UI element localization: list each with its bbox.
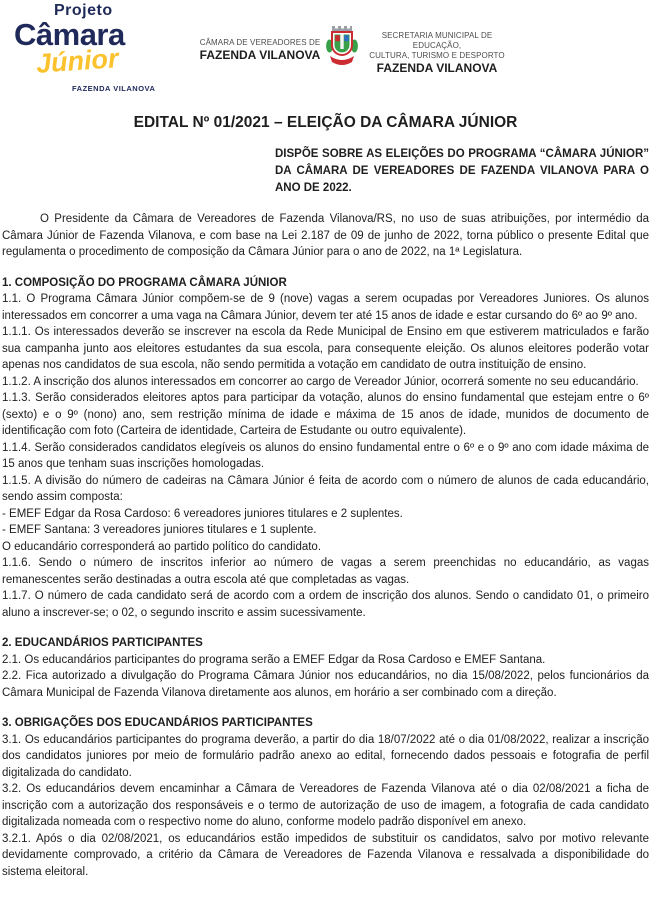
paragraph: 1.1.5. A divisão do número de cadeiras na Câmara Júnior é feita de acordo com o número de alunos de cada educandário, sendo assim composta: <box>2 474 649 503</box>
projeto-camara-junior-logo <box>14 2 192 102</box>
paragraph: 3.2.1. Após o dia 02/08/2021, os educandários estão impedidos de substituir os candidatos, salvo por motivo relevante devidamente comprovado, a critério da Câmara de Vereadores de Fazenda Vilanova e ressalvada a disponibilidade do sistema eleitoral. <box>2 832 649 878</box>
logo-text-projeto: Projeto <box>54 2 113 19</box>
secretaria-city: FAZENDA VILANOVA <box>376 61 498 75</box>
paragraph: 3.2. Os educandários devem encaminhar a Câmara de Vereadores de Fazenda Vilanova até o dia 02/08/2021 a ficha de inscrição com a autorização dos responsáveis e o termo de autorização de uso de imagem, a fotografia de cada candidato digitalizada nomeada com o respectivo nome do aluno, conforme modelo padrão disponível em anexo. <box>2 783 649 828</box>
secretaria-block <box>362 31 512 75</box>
logo-text-junior: Júnior <box>35 43 120 79</box>
section-paragraphs <box>2 291 649 621</box>
paragraph: 1.1.4. Serão considerados candidatos elegíveis os alunos do ensino fundamental entre o 6º e o 9º ano com idade máxima de 15 anos que tenham suas inscrições homologadas. <box>2 441 649 470</box>
municipal-coat-of-arms-icon <box>325 24 359 66</box>
paragraph: 1.1.7. O número de cada candidato será de acordo com a ordem de inscrição dos alunos. Sendo o candidato 01, o primeiro aluno a inscrever-se; o 02, o segundo inscrito e assim sucessivamente. <box>2 590 649 619</box>
camara-vereadores-block <box>198 38 322 62</box>
document-section <box>2 635 649 701</box>
paragraph: 3.1. Os educandários participantes do programa deverão, a partir do dia 18/07/2022 até o dia 01/08/2022, realizar a inscrição dos candidatos juniores por meio de formulário padrão anexo ao edital, fornecendo dados pessoais e fotografia de perfil digitalizada do candidato. <box>2 733 649 779</box>
document-body <box>2 114 649 880</box>
section-heading: 2. EDUCANDÁRIOS PARTICIPANTES <box>2 637 203 649</box>
logo-text-city: FAZENDA VILANOVA <box>72 84 156 93</box>
document-subject-clause: DISPÕE SOBRE AS ELEIÇÕES DO PROGRAMA “CÂMARA JÚNIOR” DA CÂMARA DE VEREADORES DE FAZENDA VILANOVA PARA O ANO DE 2022. <box>275 148 649 194</box>
paragraph: 2.2. Fica autorizado a divulgação do Programa Câmara Júnior nos educandários, no dia 15/08/2022, pelos funcionários da Câmara Municipal de Fazenda Vilanova diretamente aos alunos, em horário a ser combinado com a direção. <box>2 670 649 699</box>
document-preamble: O Presidente da Câmara de Vereadores de Fazenda Vilanova/RS, no uso de suas atribuições, por intermédio da Câmara Júnior de Fazenda Vilanova, e com base na Lei 2.187 de 09 de junho de 2022, torna público o presente Edital que regulamenta o procedimento de composição da Câmara Júnior para o ano de 2022, na 1ª Legislatura. <box>2 213 649 258</box>
section-heading: 3. OBRIGAÇÕES DOS EDUCANDÁRIOS PARTICIPANTES <box>2 717 313 729</box>
document-section <box>2 275 649 622</box>
paragraph: 2.1. Os educandários participantes do programa serão a EMEF Edgar da Rosa Cardoso e EMEF Santana. <box>2 653 546 666</box>
paragraph: 1.1.3. Serão considerados eleitores aptos para participar da votação, alunos do ensino fundamental que estejam entre o 6º (sexto) e o 9º (nono) ano, sem restrição mínima de idade e máxima de 15 anos de idade, munidos de documento de identificação com foto (Carteira de identidade, Carteira de Estudante ou outro equivalente). <box>2 392 649 437</box>
paragraph: 1.1.6. Sendo o número de inscritos inferior ao número de vagas a serem preenchidas no educandário, as vagas remanescentes serão destinadas a outra escola até que completadas as vagas. <box>2 557 649 586</box>
section-paragraphs <box>2 732 649 881</box>
secretaria-label-line2: CULTURA, TURISMO E DESPORTO <box>369 51 505 60</box>
camara-vereadores-city: FAZENDA VILANOVA <box>199 48 321 62</box>
letterhead <box>2 0 649 104</box>
document-sections <box>2 275 649 881</box>
logo-text-camara: Câmara <box>14 17 125 52</box>
section-paragraphs <box>2 652 649 702</box>
paragraph: O educandário corresponderá ao partido político do candidato. <box>2 540 322 553</box>
camara-vereadores-label: CÂMARA DE VEREADORES DE <box>199 38 321 47</box>
paragraph: - EMEF Santana: 3 vereadores juniores titulares e 1 suplente. <box>2 524 317 536</box>
paragraph: - EMEF Edgar da Rosa Cardoso: 6 vereadores juniores titulares e 2 suplentes. <box>2 507 403 520</box>
section-heading: 1. COMPOSIÇÃO DO PROGRAMA CÂMARA JÚNIOR <box>2 276 287 289</box>
document-section <box>2 715 649 880</box>
secretaria-label-line1: SECRETARIA MUNICIPAL DE EDUCAÇÃO, <box>381 31 493 50</box>
paragraph: 1.1.2. A inscrição dos alunos interessados em concorrer ao cargo de Vereador Júnior, ocorrerá somente no seu educandário. <box>2 375 639 388</box>
paragraph: 1.1. O Programa Câmara Júnior compõem-se de 9 (nove) vagas a serem ocupadas por Vereadores Juniores. Os alunos interessados em concorrer a uma vaga na Câmara Júnior, devem ter até 15 anos de idade e estar cursando do 6º ao 9º ano. <box>2 293 649 322</box>
document-title: EDITAL Nº 01/2021 – ELEIÇÃO DA CÂMARA JÚNIOR <box>133 114 518 131</box>
paragraph: 1.1.1. Os interessados deverão se inscrever na escola da Rede Municipal de Ensino em que estiverem matriculados e farão sua campanha junto aos eleitores estudantes da sua escola, para consequente eleição. Os alunos eleitores poderão votar apenas nos candidatos de sua escola, não sendo permitida a votação em candidato de outra instituição de ensino. <box>2 326 649 371</box>
